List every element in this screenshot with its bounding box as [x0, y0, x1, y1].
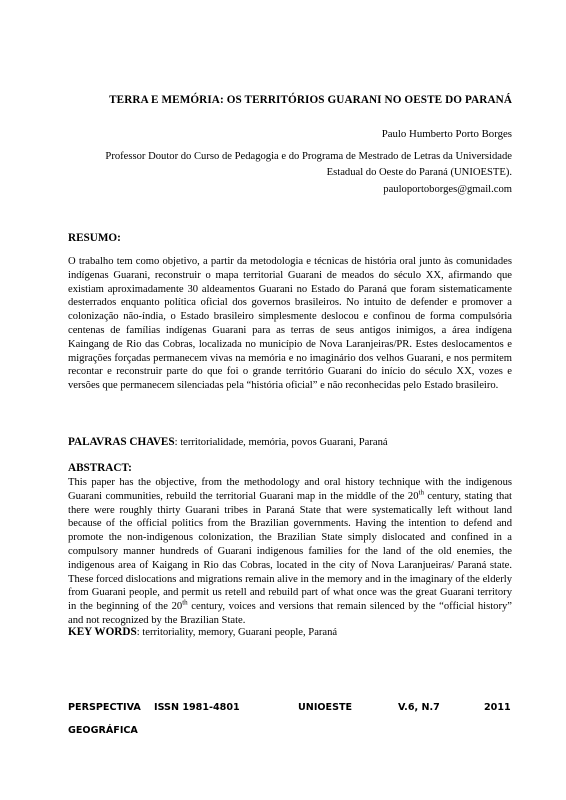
author-name: Paulo Humberto Porto Borges — [381, 128, 512, 140]
abstract-text-part-1: This paper has the objective, from the methodology and oral history technique with the indigenous Guarani communities, rebuild the territorial Guarani map in the middle of the 20 — [68, 477, 512, 502]
key-words — [68, 626, 337, 638]
palavras-chaves — [68, 436, 388, 448]
footer-issn: ISSN 1981-4801 — [154, 702, 240, 713]
footer-year: 2011 — [484, 702, 511, 713]
palavras-chaves-text: : territorialidade, memória, povos Guarani, Paraná — [174, 437, 388, 448]
resumo-heading: RESUMO: — [68, 232, 121, 244]
abstract-text — [68, 476, 512, 628]
footer-institution: UNIOESTE — [298, 702, 353, 713]
footer-journal-line-2: GEOGRÁFICA — [68, 725, 138, 736]
key-words-text: : territoriality, memory, Guarani people, Paraná — [136, 627, 338, 638]
author-email: pauloportoborges@gmail.com — [383, 184, 512, 195]
abstract-text-part-2: century, stating that there were roughly thirty Guarani tribes in Paraná State that were systematically left without land because of the official politics from the Brazilian governments. Having the intention to defend and promote the non-indigenous colonization, the Brazilian State simply dislocated and confined in a compulsory manner hundreds of Guarani indigenous families for the land of the old enemies, the indigenous area of Kaigang in Rio das Cobras, located in the city of Nova Laranjueiras/ Paraná state. These forced dislocations and migrations remain alive in the memory and in the imaginary of the elderly from Guarani people, and permit us retell and rebuild part of what once was the great Guarani territory in the beginning of the 20 — [68, 490, 512, 613]
paper-title: TERRA E MEMÓRIA: OS TERRITÓRIOS GUARANI NO OESTE DO PARANÁ — [109, 94, 512, 106]
affiliation-line-1: Professor Doutor do Curso de Pedagogia e do Programa de Mestrado de Letras da Universidade — [105, 151, 512, 162]
footer-volume: V.6, N.7 — [398, 702, 440, 713]
abstract-superscript-1: th — [418, 488, 424, 497]
key-words-label: KEY WORDS — [68, 626, 137, 638]
abstract-heading: ABSTRACT: — [68, 462, 132, 474]
footer-journal: PERSPECTIVA — [68, 702, 141, 713]
author-affiliation — [60, 149, 512, 181]
abstract-text-part-3: century, voices and versions that remain silenced by the “official history” and not recognized by the Brazilian State. — [68, 601, 513, 626]
affiliation-line-2: Estadual do Oeste do Paraná (UNIOESTE). — [326, 167, 512, 178]
abstract-superscript-2: th — [182, 598, 188, 607]
page-footer — [68, 702, 516, 716]
resumo-text: O trabalho tem como objetivo, a partir da metodologia e técnicas de história oral junto às comunidades indígenas Guarani, reconstruir o mapa territorial Guarani de meados do século XX, afirmando que existiam aproximadamente 30 aldeamentos Guarani no Estado do Paraná que foram sistematicamente desterrados enquanto política oficial dos governos brasileiros. No intuito de defender e promover a colonização não-índia, o Estado brasileiro simplesmente deslocou e confinou de forma compulsória centenas de famílias indígenas Guarani para as terras de seus antigos inimigos, a área indígena Kaingang de Rio das Cobras, localizada no município de Nova Laranjeiras/PR. Estes deslocamentos e migrações forçadas permanecem vivas na memória e no imaginário dos velhos Guarani, e nos permitem recontar e reconstruir parte do que foi o grande território Guarani do início do século XX, vozes e versões que permanecem silenciadas pela “história oficial” e não reconhecidas pelo Estado brasileiro. — [68, 256, 512, 392]
palavras-chaves-label: PALAVRAS CHAVES — [68, 436, 175, 448]
